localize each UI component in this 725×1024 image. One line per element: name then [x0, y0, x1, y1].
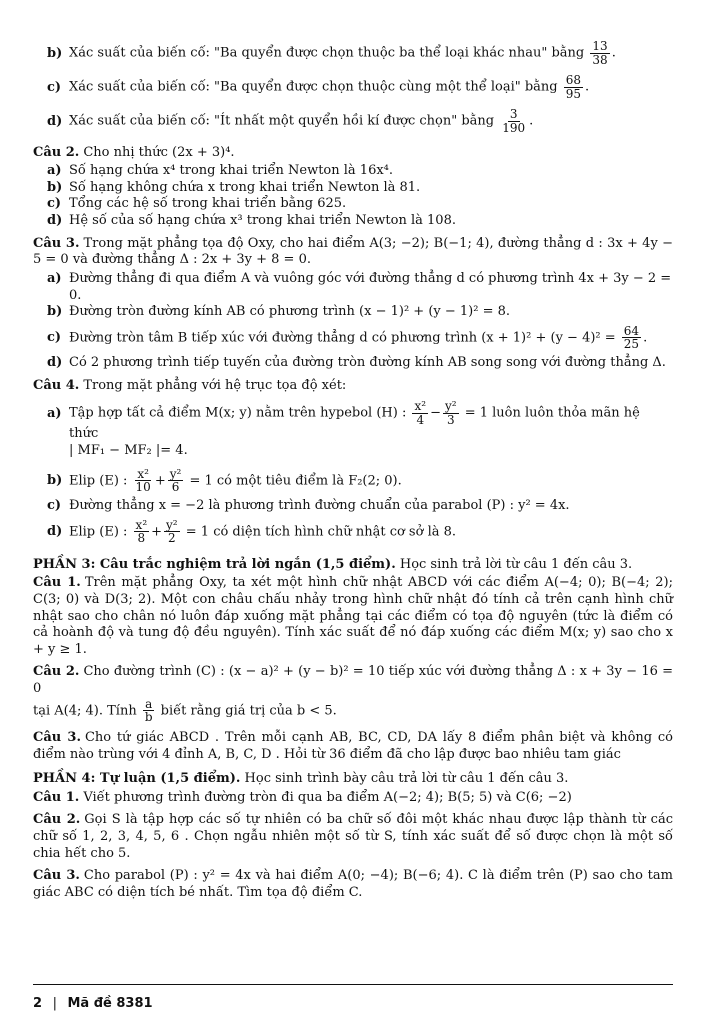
- intro-item-b: b) Xác suất của biến cố: "Ba quyển được chọn thuộc ba thể loại khác nhau" bằng $\frac{13}{38}$ .: [47, 39, 616, 67]
- q3-item-d: d) Có 2 phương trình tiếp tuyến của đường tròn đường kính AB song song với đường thẳng Δ.: [47, 355, 666, 370]
- fraction: $\frac{13}{38}$: [592, 39, 608, 67]
- part4-question-1: Câu 1. Viết phương trình đường tròn đi qua ba điểm A(−2; 4); B(5; 5) và C(6; −2): [33, 789, 572, 805]
- q2-item-a: a) Số hạng chứa x⁴ trong khai triển Newton là 16x⁴.: [47, 163, 394, 179]
- fraction: $\frac{\text{x²}}{4}$: [414, 399, 427, 427]
- question-2: [33, 145, 673, 162]
- part3-question-3: Câu 3. Cho tứ giác ABCD . Trên mỗi cạnh AB, BC, CD, DA lấy 8 điểm phân biệt và không có điểm nào trùng với 4 đỉnh A, B, C, D . Hỏi từ 36 điểm đã cho lập được bao nhiêu tam giác: [33, 729, 673, 762]
- fraction: $\frac{64}{25}$: [623, 323, 640, 352]
- q3-item-a: a) Đường thẳng đi qua điểm A và vuông góc với đường thẳng d có phương trình 4x + 3y − 2 = 0.: [47, 270, 672, 303]
- question-text: Trong mặt phẳng tọa độ Oxy, cho hai điểm A(3; −2); B(−1; 4), đường thẳng d : 3x + 4y − 5 = 0 và đường thẳng Δ : 2x + 3y + 8 = 0.: [33, 235, 673, 268]
- item-text: Xác suất của biến cố: "Ít nhất một quyển hồi kí được chọn" bằng: [69, 113, 495, 129]
- fraction: $\frac{\text{x²}}{8}$: [135, 517, 148, 546]
- question-label: Câu 4.: [33, 377, 80, 393]
- item-text: Xác suất của biến cố: "Ba quyển được chọn thuộc ba thể loại khác nhau" bằng: [69, 45, 585, 61]
- q2-item-d: d) Hệ số của số hạng chứa x³ trong khai triển Newton là 108.: [47, 213, 456, 229]
- section-note: Học sinh trình bày câu trả lời từ câu 1 đến câu 3.: [244, 771, 569, 787]
- q4-item-b: b) Elip (E) : $\frac{\text{x²}}{10}$ + $\frac{\text{y²}}{6}$ = 1 có một tiêu điểm là F₂(2; 0).: [47, 466, 402, 495]
- q2-item-b: b) Số hạng không chứa x trong khai triển Newton là 81.: [47, 179, 421, 195]
- page-footer: [33, 996, 153, 1013]
- intro-item-c: c) Xác suất của biến cố: "Ba quyển được chọn thuộc cùng một thể loại" bằng $\frac{68}{95}$ .: [47, 73, 590, 101]
- fraction: $\frac{\text{x²}}{10}$: [135, 466, 151, 495]
- intro-item-d: d) Xác suất của biến cố: "Ít nhất một quyển hồi kí được chọn" bằng $\frac{3}{190}$ .: [47, 107, 534, 135]
- q2-item-c: c) Tổng các hệ số trong khai triển bằng 625.: [47, 196, 347, 212]
- part3-question-2: Câu 2. Cho đường trình (C) : (x − a)² + (y − b)² = 10 tiếp xúc với đường thẳng Δ : x + 3y − 16 = 0 tại A(4; 4). Tính $\frac{a}{b}$ biết rằng giá trị của b < 5.: [33, 664, 674, 725]
- q4-item-c: c) Đường thẳng x = −2 là phương trình đường chuẩn của parabol (P) : y² = 4x.: [47, 497, 570, 513]
- question-text: Trong mặt phẳng với hệ trục tọa độ xét:: [83, 377, 347, 393]
- question-label: Câu 3.: [33, 235, 80, 251]
- part4-question-3: Câu 3. Cho parabol (P) : y² = 4x và hai điểm A(0; −4); B(−6; 4). C là điểm trên (P) sao cho tam giác ABC có diện tích bé nhất. Tìm tọa độ điểm C.: [33, 868, 673, 900]
- fraction: $\frac{\text{y²}}{6}$: [169, 466, 182, 495]
- q3-item-c: c) Đường tròn tâm B tiếp xúc với đường thẳng d có phương trình (x + 1)² + (y − 4)² = $\frac{64}{25}$ .: [47, 323, 648, 352]
- section-note: Học sinh trả lời từ câu 1 đến câu 3.: [399, 556, 633, 572]
- question-4: [33, 378, 673, 395]
- exam-page: [33, 36, 673, 904]
- page-number: 2: [33, 996, 43, 1011]
- section-title: PHẦN 4: Tự luận (1,5 điểm).: [33, 771, 241, 787]
- part-3-heading: [33, 557, 673, 574]
- question-text: Cho nhị thức (2x + 3)⁴.: [83, 144, 235, 160]
- part-4-heading: [33, 771, 673, 788]
- item-label: d): [47, 113, 63, 129]
- part3-question-1: Câu 1. Trên mặt phẳng Oxy, ta xét một hình chữ nhật ABCD với các điểm A(−4; 0); B(−4; 2); C(3; 0) và D(3; 2). Một con châu chấu nhảy trong hình chữ nhật đó tính cả trên cạnh hình chữ nhật sao cho chân nó luôn đáp xuống mặt phẳng tại các điểm có tọa độ nguyên (tức là điểm có cả hoành độ và tung độ đều nguyên). Tính xác suất để nó đáp xuống các điểm M(x; y) sao cho x + y ≥ 1.: [33, 575, 673, 657]
- fraction: $\frac{\text{y²}}{2}$: [166, 517, 178, 546]
- item-text: Xác suất của biến cố: "Ba quyển được chọn thuộc cùng một thể loại" bằng: [69, 79, 558, 95]
- item-label: b): [47, 45, 63, 61]
- q4-item-d: d) Elip (E) : $\frac{\text{x²}}{8}$ + $\frac{\text{y²}}{2}$ = 1 có diện tích hình chữ nhật cơ sở là 8.: [47, 517, 457, 546]
- part4-question-2: Câu 2. Gọi S là tập hợp các số tự nhiên có ba chữ số đôi một khác nhau được lập thành từ các chữ số 1, 2, 3, 4, 5, 6 . Chọn ngẫu nhiên một số từ S, tính xác suất để số được chọn là một số chia hết cho 5.: [33, 812, 673, 861]
- footer-separator: |: [52, 996, 57, 1011]
- fraction: $\frac{\text{y²}}{3}$: [444, 399, 457, 427]
- question-label: Câu 2.: [33, 144, 80, 160]
- fraction: $\frac{68}{95}$: [565, 73, 582, 101]
- question-3: [33, 236, 673, 269]
- item-label: c): [47, 79, 62, 95]
- fraction: $\frac{3}{190}$: [502, 107, 526, 135]
- footer-divider: [33, 984, 673, 985]
- fraction: $\frac{a}{b}$: [144, 696, 153, 725]
- exam-code: Mã đề 8381: [67, 996, 153, 1011]
- q3-item-b: b) Đường tròn đường kính AB có phương trình (x − 1)² + (y − 1)² = 8.: [47, 304, 511, 320]
- section-title: PHẦN 3: Câu trắc nghiệm trả lời ngắn (1,5 điểm).: [33, 556, 396, 572]
- q4-item-a: a) Tập hợp tất cả điểm M(x; y) nằm trên hypebol (H) : $\frac{\text{x²}}{4}$ − $\frac{\text{y²}}{3}$ = 1 luôn luôn thỏa mãn hệ thức | MF₁ − MF₂ |= 4.: [47, 399, 640, 459]
